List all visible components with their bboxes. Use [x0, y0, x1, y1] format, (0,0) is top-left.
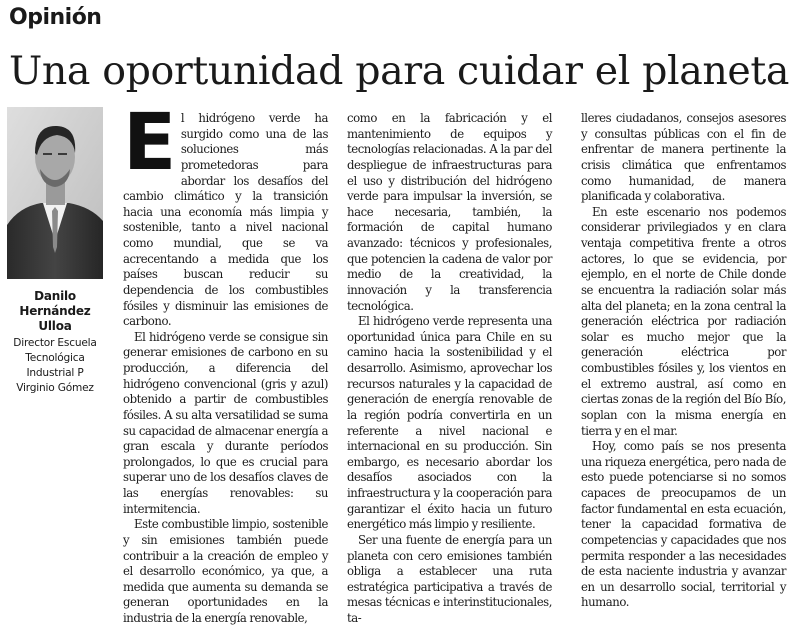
author-role: [5, 336, 105, 396]
article-column-3: [581, 111, 786, 611]
author-role-line: Industrial P: [26, 367, 84, 379]
drop-cap: E: [123, 98, 176, 188]
paragraph-text: l hidrógeno verde ha surgido como una de las soluciones más prometedoras para abordar los desafíos del cambio climático y la transición hacia una economía más limpia y sostenible, tanto a nivel nacional como mundial, que se va acrecentando a medida que los países buscan reducir su dependencia de los combustibles fósiles y disminuir las emisiones de carbono.: [123, 111, 328, 329]
author-name-line: Hernández: [19, 304, 91, 318]
article-column-1: [123, 98, 328, 627]
author-photo: [7, 107, 103, 279]
article-paragraph: lleres ciudadanos, consejos asesores y consultas públicas con el fin de enfrentar de manera pertinente la crisis climática que enfrentamos como humanidad, de manera planificada y colaborativa.: [581, 111, 786, 204]
article-paragraph: Ser una fuente de energía para un planeta con cero emisiones también obliga a establecer una ruta estratégica participativa a través de mesas técnicas e interinstitucionales, ta-: [347, 532, 552, 625]
author-portrait-image: [7, 107, 103, 279]
author-block: [5, 289, 105, 396]
author-name-line: Ulloa: [38, 319, 72, 333]
article-paragraph: Este combustible limpio, sostenible y sin emisiones también puede contribuir a la creación de empleo y el desarrollo económico, ya que, a medida que aumenta su demanda se generan oportunidades en la industria de la energía renovable,: [123, 517, 328, 625]
article-paragraph: Hoy, como país se nos presenta una riqueza energética, pero nada de esto puede potenciarse si no somos capaces de preocupamos de un factor fundamental en esta ecuación, tener la capacidad formativa de competencias y capacidades que nos permita responder a las necesidades de esta naciente industria y avanzar en un desarrollo social, territorial y humano.: [581, 439, 786, 610]
author-role-line: Director Escuela: [13, 337, 97, 349]
article-column-2: [347, 111, 552, 627]
article-paragraph: El hidrógeno verde representa una oportunidad única para Chile en su camino hacia la sostenibilidad y el desarrollo. Asimismo, aprovechar los recursos naturales y la capacidad de generación de energía renovable de la región podría convertirla en un referente a nivel nacional e internacional en su producción. Sin embargo, es necesario abordar los desafíos asociados con la infraestructura y la cooperación para garantizar el éxito hacia un futuro energético más limpio y resiliente.: [347, 314, 552, 532]
article-paragraph: [123, 98, 328, 330]
author-role-line: Tecnológica: [25, 352, 85, 364]
article-paragraph: como en la fabricación y el mantenimiento de equipos y tecnologías relacionadas. A la par del despliegue de infraestructuras para el uso y distribución del hidrógeno verde para impulsar la inversión, se hace necesaria, también, la formación de capital humano avanzado: técnicos y profesionales, que potencien la cadena de valor por medio de la creatividad, la innovación y la transferencia tecnológica.: [347, 111, 552, 313]
section-label: Opinión: [9, 5, 102, 30]
author-name: [5, 289, 105, 334]
article-paragraph: El hidrógeno verde se consigue sin generar emisiones de carbono en su producción, a diferencia del hidrógeno convencional (gris y azul) obtenido a partir de combustibles fósiles. A su alta versatilidad se suma su capacidad de almacenar energía a gran escala y durante períodos prolongados, lo que es crucial para superar uno de los desafíos claves de las energías renovables: su intermitencia.: [123, 329, 328, 516]
headline: Una oportunidad para cuidar el planeta: [9, 48, 789, 94]
article-paragraph: En este escenario nos podemos considerar privilegiados y en clara ventaja competitiva frente a otros actores, lo que se evidencia, por ejemplo, en el norte de Chile donde se encuentra la radiación solar más alta del planeta; en la zona central la generación eléctrica por radiación solar es mucho mejor que la generación eléctrica por combustibles fósiles y, los vientos en el extremo austral, así como en ciertas zonas de la región del Bío Bío, soplan con la misma energía en tierra y en el mar.: [581, 204, 786, 438]
author-role-line: Virginio Gómez: [16, 382, 94, 394]
author-name-line: Danilo: [34, 289, 76, 303]
